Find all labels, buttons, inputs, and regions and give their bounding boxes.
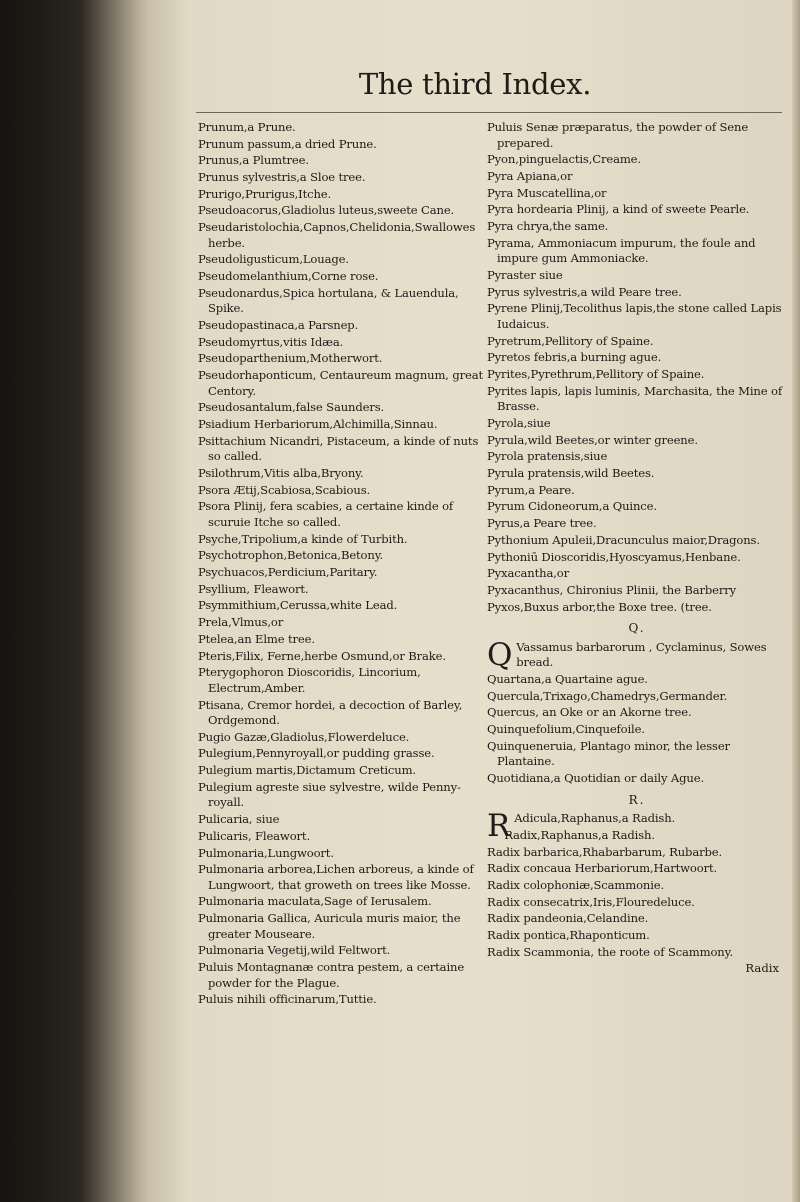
index-entry: Pseudonardus,Spica hortulana, & Lauendula, Spike. xyxy=(198,285,459,316)
index-entry: Pyrola,siue xyxy=(487,416,551,430)
index-entry: Radix,Raphanus,a Radish. xyxy=(504,827,655,842)
index-entry: Psychuacos,Perdicium,Paritary. xyxy=(198,565,378,580)
index-entry: Pulmonaria maculata,Sage of Ierusalem. xyxy=(198,894,432,909)
index-entry: Pseudaristolochia,Capnos,Chelidonia,Swallowes herbe. xyxy=(198,220,476,250)
index-entry: Pyretrum,Pellitory of Spaine. xyxy=(487,333,654,348)
index-entry: Pseudomelanthium,Corne rose. xyxy=(198,269,379,284)
page-edge xyxy=(792,0,800,1202)
index-entry: Pseudoacorus,Gladiolus luteus,sweete Cane. xyxy=(198,203,455,218)
index-entry: Puluis Montagnanæ contra pestem, a certaine powder for the Plague. xyxy=(198,960,465,990)
index-entry: Pulegium martis,Dictamum Creticum. xyxy=(198,763,416,778)
index-entry: Pyrama, Ammoniacum impurum, the foule and impure gum Ammoniacke. xyxy=(487,235,756,266)
index-entry: Radix colophoniæ,Scammonie. xyxy=(487,878,665,892)
dropcap-r: R xyxy=(487,808,511,845)
index-entry: Psora Ætij,Scabiosa,Scabious. xyxy=(198,482,371,497)
index-entry: Quercula,Trixago,Chamedrys,Germander. xyxy=(487,688,728,703)
index-entry: Pyxacanthus, Chironius Plinii, the Barberry xyxy=(487,582,737,597)
index-entry: Pseudomyrtus,vitis Idæa. xyxy=(198,334,344,349)
index-entry: Pulicaria, siue xyxy=(198,812,280,827)
index-entry: Quercus, an Oke or an Akorne tree. xyxy=(487,705,692,720)
index-entry: Pseudopastinaca,a Parsnep. xyxy=(198,318,359,333)
index-entry: Pythoniū Dioscoridis,Hyoscyamus,Henbane. xyxy=(487,549,741,564)
index-entry: Psittachium Nicandri, Pistaceum, a kinde of nuts so called. xyxy=(198,433,479,464)
index-entry: Prunus,a Plumtree. xyxy=(198,153,309,168)
index-entry: Psora Plinij, fera scabies, a certaine kinde of scuruie Itche so called. xyxy=(198,499,454,530)
index-entry: Pseudosantalum,false Saunders. xyxy=(198,400,385,415)
index-entry: Radix pandeonia,Celandine. xyxy=(487,911,649,926)
index-entry: Radix pontica,Rhaponticum. xyxy=(487,928,650,943)
book-page xyxy=(150,0,800,1202)
index-entry: Pyxos,Buxus arbor,the Boxe tree. (tree. xyxy=(487,599,712,614)
index-entry: Pulegium agreste siue sylvestre, wilde Penny-royall. xyxy=(198,779,461,810)
section-heading-q: Q. xyxy=(628,621,646,636)
index-entry: Pseudoparthenium,Motherwort. xyxy=(198,351,383,366)
index-entry: Prunum passum,a dried Prune. xyxy=(198,136,377,151)
index-entry: Pyra hordearia Plinij, a kind of sweete Pearle. xyxy=(487,202,750,217)
index-entry: Pyrites lapis, lapis luminis, Marchasita, the Mine of Brasse. xyxy=(487,383,782,414)
index-entry: Pyrum Cidoneorum,a Quince. xyxy=(487,499,657,514)
index-entry: Pyrula pratensis,wild Beetes. xyxy=(487,466,655,481)
index-entry: Radix consecatrix,Iris,Flouredeluce. xyxy=(487,894,695,909)
index-entry: Psiadium Herbariorum,Alchimilla,Sinnau. xyxy=(198,417,438,432)
index-entry: Pyrites,Pyrethrum,Pellitory of Spaine. xyxy=(487,367,705,382)
index-entry: Pulmonaria Gallica, Auricula muris maior, the greater Mouseare. xyxy=(198,911,461,941)
index-entry: Pseudoligusticum,Louage. xyxy=(198,252,349,267)
index-entry: Prunum,a Prune. xyxy=(198,120,296,134)
right-column xyxy=(487,120,787,977)
page-header: The third Index. xyxy=(358,67,592,101)
index-entry: Pteris,Filix, Ferne,herbe Osmund,or Brake. xyxy=(198,648,446,663)
index-entry: Psilothrum,Vitis alba,Bryony. xyxy=(198,466,364,481)
index-entry: Prela,Vlmus,or xyxy=(198,615,284,630)
section-first-entry-text: Adicula,Raphanus,a Radish. xyxy=(514,811,676,826)
dropcap-q: Q xyxy=(487,636,513,673)
index-entry: Pulegium,Pennyroyall,or pudding grasse. xyxy=(198,746,435,761)
index-entry: Pulmonaria arborea,Lichen arboreus, a kinde of Lungwoort, that groweth on trees like Mosse. xyxy=(198,862,474,892)
index-entry: Pyrus sylvestris,a wild Peare tree. xyxy=(487,284,682,299)
index-entry: Pterygophoron Dioscoridis, Lincorium, Electrum,Amber. xyxy=(198,665,421,695)
index-entry: Pythonium Apuleii,Dracunculus maior,Dragons. xyxy=(487,532,760,547)
index-entry: Ptisana, Cremor hordei, a decoction of Barley, Ordgemond. xyxy=(198,697,463,728)
left-column xyxy=(198,120,488,1009)
index-entry: Quartana,a Quartaine ague. xyxy=(487,672,648,687)
index-entry: Pugio Gazæ,Gladiolus,Flowerdeluce. xyxy=(198,729,410,744)
index-entry: Ptelea,an Elme tree. xyxy=(198,631,315,646)
section-first-entry-text: Vassamus barbarorum , Cyclaminus, Sowes bread. xyxy=(516,639,767,670)
index-entry: Pyxacantha,or xyxy=(487,566,569,581)
index-entry: Psyche,Tripolium,a kinde of Turbith. xyxy=(198,531,408,546)
index-entry: Psymmithium,Cerussa,white Lead. xyxy=(198,598,398,613)
index-entry: Prunus sylvestris,a Sloe tree. xyxy=(198,170,366,185)
index-entry: Pyra chrya,the same. xyxy=(487,219,609,234)
index-entry: Pyrula,wild Beetes,or winter greene. xyxy=(487,432,698,447)
header-rule xyxy=(196,112,782,113)
index-entry: Pyon,pinguelactis,Creame. xyxy=(487,152,641,167)
index-entry: Puluis nihili officinarum,Tuttie. xyxy=(198,992,377,1007)
index-entry: Puluis Senæ præparatus, the powder of Sene prepared. xyxy=(487,120,749,150)
section-first-entry xyxy=(487,636,787,673)
index-entry: Radix barbarica,Rhabarbarum, Rubarbe. xyxy=(487,844,722,859)
index-entry: Pyra Muscatellina,or xyxy=(487,185,607,200)
index-entry: Psychotrophon,Betonica,Betony. xyxy=(198,548,384,563)
section-heading-r: R. xyxy=(628,792,646,807)
index-entry: Radix Scammonia, the roote of Scammony. xyxy=(487,944,733,959)
index-entry: Pyrola pratensis,siue xyxy=(487,449,608,464)
index-entry: Pyrus,a Peare tree. xyxy=(487,516,597,531)
index-entry: Pulmonaria Vegetij,wild Feltwort. xyxy=(198,943,391,958)
index-entry: Pulicaris, Fleawort. xyxy=(198,828,310,843)
index-entry: Pyraster siue xyxy=(487,268,563,282)
index-entry: Quinqueneruia, Plantago minor, the lesser Plantaine. xyxy=(487,738,730,769)
index-entry: Quotidiana,a Quotidian or daily Ague. xyxy=(487,771,704,786)
index-entry: Pyrum,a Peare. xyxy=(487,482,575,497)
index-entry: Pyretos febris,a burning ague. xyxy=(487,350,662,365)
index-entry: Pseudorhaponticum, Centaureum magnum, great Centory. xyxy=(198,368,484,398)
index-entry: Prurigo,Prurigus,Itche. xyxy=(198,186,332,201)
catchword: Radix xyxy=(745,961,779,976)
index-entry: Quinquefolium,Cinquefoile. xyxy=(487,722,645,737)
index-entry: Psyllium, Fleawort. xyxy=(198,581,309,596)
index-entry: Pulmonaria,Lungwoort. xyxy=(198,845,334,860)
index-entry: Pyrene Plinij,Tecolithus lapis,the stone called Lapis Iudaicus. xyxy=(487,301,782,331)
index-entry: Pyra Apiana,or xyxy=(487,168,573,183)
index-entry: Radix concaua Herbariorum,Hartwoort. xyxy=(487,861,718,876)
